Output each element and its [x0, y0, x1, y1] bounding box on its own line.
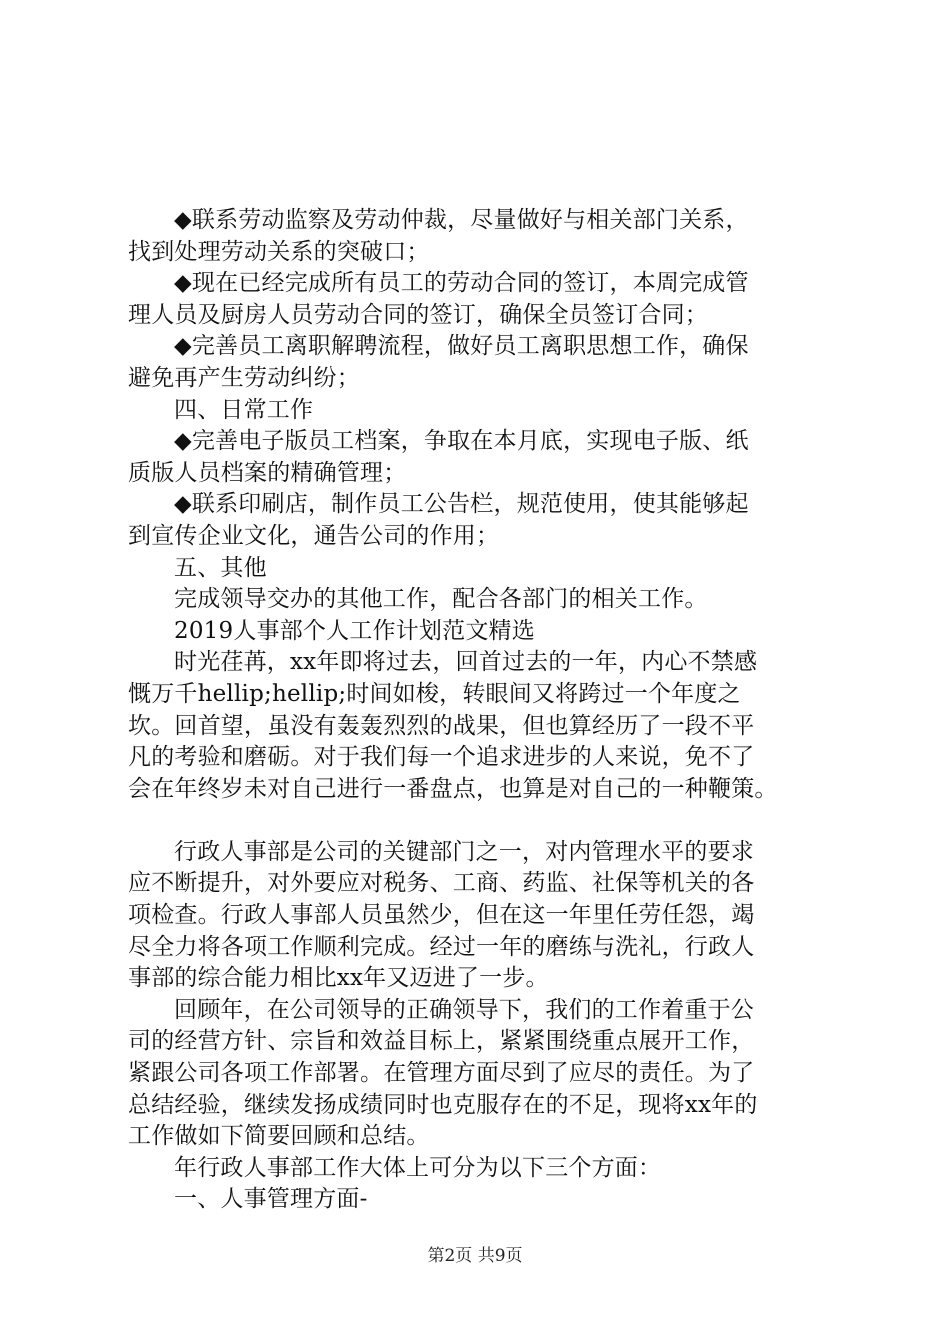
text-line: 尽全力将各项工作顺利完成。经过一年的磨练与洗礼，行政人: [128, 933, 755, 960]
text-line: 回顾年，在公司领导的正确领导下，我们的工作着重于公: [174, 996, 754, 1023]
text-line: 四、日常工作: [174, 396, 314, 423]
text-line: ◆联系印刷店，制作员工公告栏，规范使用，使其能够起: [174, 491, 749, 518]
text-line: 理人员及厨房人员劳动合同的签订，确保全员签订合同；: [128, 301, 708, 328]
text-line: 司的经营方针、宗旨和效益目标上，紧紧围绕重点展开工作，: [128, 1028, 755, 1055]
blank-line: [128, 805, 834, 837]
text-line: 避免再产生劳动纠纷；: [128, 364, 360, 391]
page-footer: 第2页 共9页: [427, 1246, 523, 1266]
text-line: 完成领导交办的其他工作，配合各部门的相关工作。: [174, 586, 708, 613]
text-line: 一、人事管理方面-: [174, 1186, 368, 1213]
text-line: ◆现在已经完成所有员工的劳动合同的签订，本周完成管: [174, 270, 749, 297]
text-line: 项检查。行政人事部人员虽然少，但在这一年里任劳任怨，竭: [128, 902, 755, 929]
text-line: 年行政人事部工作大体上可分为以下三个方面：: [174, 1154, 662, 1181]
text-line: 五、其他: [174, 554, 267, 581]
text-line: ◆完善员工离职解聘流程，做好员工离职思想工作，确保: [174, 333, 749, 360]
text-line: 质版人员档案的精确管理；: [128, 459, 407, 486]
text-line: 应不断提升，对外要应对税务、工商、药监、社保等机关的各: [128, 870, 755, 897]
text-line: 时光荏苒，xx年即将过去，回首过去的一年，内心不禁感: [174, 649, 758, 676]
text-line: ◆完善电子版员工档案，争取在本月底，实现电子版、纸: [174, 428, 749, 455]
text-line: 找到处理劳动关系的突破口；: [128, 238, 430, 265]
text-line: 工作做如下简要回顾和总结。: [128, 1123, 430, 1150]
text-line: 到宣传企业文化，通告公司的作用；: [128, 522, 500, 549]
text-line: 行政人事部是公司的关键部门之一，对内管理水平的要求: [174, 838, 754, 865]
text-line: ◆联系劳动监察及劳动仲裁，尽量做好与相关部门关系，: [174, 207, 749, 233]
text-line: 坎。回首望，虽没有轰轰烈烈的战果，但也算经历了一段不平: [128, 712, 755, 739]
text-line: 事部的综合能力相比xx年又迈进了一步。: [128, 965, 549, 992]
document-body: [128, 205, 834, 1216]
text-line: 凡的考验和磨砺。对于我们每一个追求进步的人来说，免不了: [128, 744, 755, 771]
text-line: 会在年终岁未对自己进行一番盘点，也算是对自己的一种鞭策。: [128, 775, 778, 802]
text-line: 紧跟公司各项工作部署。在管理方面尽到了应尽的责任。为了: [128, 1060, 755, 1087]
text-line: 2019人事部个人工作计划范文精选: [174, 617, 535, 644]
text-line: 总结经验，继续发扬成绩同时也克服存在的不足，现将xx年的: [128, 1091, 758, 1118]
text-line: 慨万千hellip;hellip;时间如梭，转眼间又将跨过一个年度之: [128, 680, 741, 707]
